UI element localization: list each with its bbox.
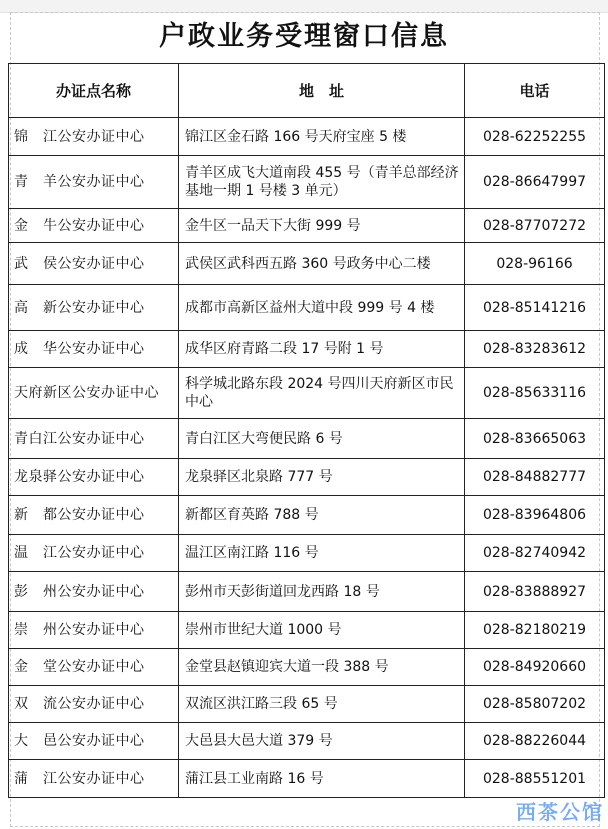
office-phone-cell: 028-82180219 — [465, 612, 605, 649]
office-name-cell: 崇 州公安办证中心 — [9, 612, 179, 649]
header-name: 办证点名称 — [9, 64, 179, 118]
watermark-logo: 西茶公馆 — [516, 800, 604, 824]
office-address-cell: 蒲江县工业南路 16 号 — [179, 760, 465, 798]
office-address-cell: 金堂县赵镇迎宾大道一段 388 号 — [179, 649, 465, 686]
office-name-cell: 锦 江公安办证中心 — [9, 118, 179, 156]
office-name-cell: 天府新区公安办证中心 — [9, 368, 179, 419]
table-row — [9, 331, 605, 368]
office-address-cell: 大邑县大邑大道 379 号 — [179, 723, 465, 760]
office-address-cell: 青羊区成飞大道南段 455 号（青羊总部经济基地一期 1 号楼 3 单元） — [179, 156, 465, 209]
table-row — [9, 612, 605, 649]
table-row — [9, 368, 605, 419]
table-row — [9, 285, 605, 331]
office-name-cell: 温 江公安办证中心 — [9, 535, 179, 572]
office-name-cell: 青 羊公安办证中心 — [9, 156, 179, 209]
office-address-cell: 彭州市天彭街道回龙西路 18 号 — [179, 572, 465, 612]
table-row — [9, 760, 605, 798]
table-row — [9, 419, 605, 459]
office-name-cell: 新 都公安办证中心 — [9, 496, 179, 535]
table-header-row — [9, 64, 605, 118]
office-phone-cell: 028-87707272 — [465, 209, 605, 243]
office-phone-cell: 028-88226044 — [465, 723, 605, 760]
office-address-cell: 金牛区一品天下大街 999 号 — [179, 209, 465, 243]
office-phone-cell: 028-83964806 — [465, 496, 605, 535]
office-address-cell: 龙泉驿区北泉路 777 号 — [179, 459, 465, 496]
office-phone-cell: 028-84882777 — [465, 459, 605, 496]
table-row — [9, 156, 605, 209]
table-row — [9, 496, 605, 535]
page-title: 户政业务受理窗口信息 — [159, 21, 449, 52]
office-phone-cell: 028-96166 — [465, 243, 605, 285]
office-phone-cell: 028-85807202 — [465, 686, 605, 723]
office-phone-cell: 028-86647997 — [465, 156, 605, 209]
office-phone-cell: 028-85633116 — [465, 368, 605, 419]
office-phone-cell: 028-84920660 — [465, 649, 605, 686]
office-phone-cell: 028-85141216 — [465, 285, 605, 331]
office-phone-cell: 028-83888927 — [465, 572, 605, 612]
office-name-cell: 高 新公安办证中心 — [9, 285, 179, 331]
office-address-cell: 武侯区武科西五路 360 号政务中心二楼 — [179, 243, 465, 285]
office-phone-cell: 028-62252255 — [465, 118, 605, 156]
office-address-cell: 双流区洪江路三段 65 号 — [179, 686, 465, 723]
office-address-cell: 崇州市世纪大道 1000 号 — [179, 612, 465, 649]
table-row — [9, 459, 605, 496]
table-row — [9, 649, 605, 686]
office-address-cell: 温江区南江路 116 号 — [179, 535, 465, 572]
table-row — [9, 118, 605, 156]
table-row — [9, 572, 605, 612]
office-name-cell: 蒲 江公安办证中心 — [9, 760, 179, 798]
office-address-cell: 锦江区金石路 166 号天府宝座 5 楼 — [179, 118, 465, 156]
office-name-cell: 青白江公安办证中心 — [9, 419, 179, 459]
office-table — [8, 63, 605, 798]
office-name-cell: 成 华公安办证中心 — [9, 331, 179, 368]
office-name-cell: 武 侯公安办证中心 — [9, 243, 179, 285]
office-name-cell: 金 堂公安办证中心 — [9, 649, 179, 686]
office-name-cell: 大 邑公安办证中心 — [9, 723, 179, 760]
office-address-cell: 新都区育英路 788 号 — [179, 496, 465, 535]
office-name-cell: 双 流公安办证中心 — [9, 686, 179, 723]
table-row — [9, 209, 605, 243]
table-row — [9, 686, 605, 723]
office-name-cell: 龙泉驿公安办证中心 — [9, 459, 179, 496]
header-address: 地 址 — [179, 64, 465, 118]
office-address-cell: 青白江区大弯便民路 6 号 — [179, 419, 465, 459]
table-row — [9, 243, 605, 285]
office-phone-cell: 028-83283612 — [465, 331, 605, 368]
office-address-cell: 成华区府青路二段 17 号附 1 号 — [179, 331, 465, 368]
office-phone-cell: 028-88551201 — [465, 760, 605, 798]
office-name-cell: 金 牛公安办证中心 — [9, 209, 179, 243]
office-phone-cell: 028-83665063 — [465, 419, 605, 459]
office-name-cell: 彭 州公安办证中心 — [9, 572, 179, 612]
table-row — [9, 535, 605, 572]
table-row — [9, 723, 605, 760]
header-phone: 电话 — [465, 64, 605, 118]
office-address-cell: 成都市高新区益州大道中段 999 号 4 楼 — [179, 285, 465, 331]
table-body — [9, 118, 605, 798]
office-address-cell: 科学城北路东段 2024 号四川天府新区市民中心 — [179, 368, 465, 419]
office-phone-cell: 028-82740942 — [465, 535, 605, 572]
